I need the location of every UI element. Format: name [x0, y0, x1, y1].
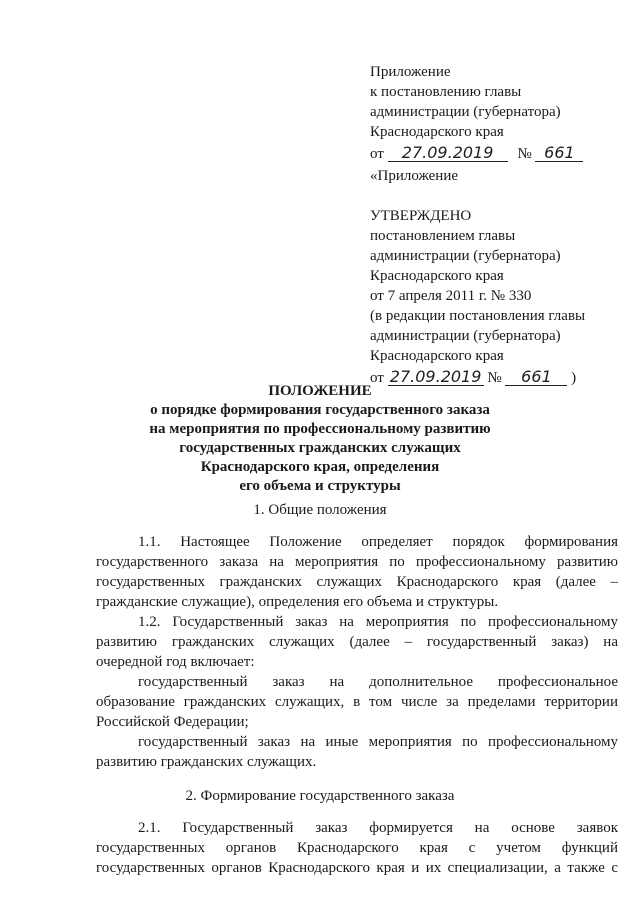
section-heading: 2. Формирование государственного заказа — [185, 788, 455, 804]
paragraph-1-1 — [96, 532, 618, 612]
approval-line: Краснодарского края — [370, 348, 504, 364]
number-prefix: № — [517, 146, 532, 162]
paragraph-1-2-item-b — [96, 732, 618, 772]
approval-line: администрации (губернатора) — [370, 328, 561, 344]
handwritten-date: 27.09.2019 — [388, 368, 484, 386]
appendix-header — [370, 62, 630, 164]
paragraph-line: государственных органов Краснодарского края с учетом функций — [96, 840, 618, 856]
closing-paren: ) — [571, 370, 577, 386]
handwritten-date: 27.09.2019 — [388, 144, 508, 162]
title-line: Краснодарского края, определения — [200, 459, 440, 475]
title-line: на мероприятия по профессиональному развитию — [149, 421, 491, 437]
approval-block — [370, 166, 630, 388]
paragraph-line: 2.1. Государственный заказ формируется на основе заявок — [138, 820, 618, 836]
appendix-quote: «Приложение — [370, 168, 459, 184]
decree-date-line — [370, 144, 630, 164]
title-line: его объема и структуры — [239, 478, 401, 494]
section-heading: 1. Общие положения — [253, 502, 387, 518]
approval-line: Краснодарского края — [370, 268, 504, 284]
paragraph-1-2-item-a — [96, 672, 618, 732]
document-title — [90, 382, 550, 496]
appendix-line: Краснодарского края — [370, 124, 504, 140]
paragraph-2-1 — [96, 818, 618, 878]
title-line: государственных гражданских служащих — [179, 440, 461, 456]
approved-label: УТВЕРЖДЕНО — [370, 208, 472, 224]
paragraph-line: государственный заказ на иные мероприятия по профессиональному — [138, 734, 618, 750]
title-line: ПОЛОЖЕНИЕ — [268, 383, 372, 399]
approval-line: от 7 апреля 2011 г. № 330 — [370, 288, 532, 304]
appendix-line: Приложение — [370, 64, 451, 80]
appendix-line: администрации (губернатора) — [370, 104, 561, 120]
paragraph-line: 1.2. Государственный заказ на мероприятия по профессиональному — [138, 614, 618, 630]
paragraph-line: государственный заказ на дополнительное профессиональное — [138, 674, 618, 690]
approval-line: (в редакции постановления главы — [370, 308, 586, 324]
paragraph-line: 1.1. Настоящее Положение определяет порядок формирования — [138, 534, 618, 550]
paragraph-line: государственного заказа на мероприятия по профессиональному развитию — [96, 554, 618, 570]
handwritten-number: 661 — [535, 144, 583, 162]
from-prefix: от — [370, 146, 384, 162]
title-line: о порядке формирования государственного заказа — [150, 402, 490, 418]
appendix-line: к постановлению главы — [370, 84, 522, 100]
approval-line: администрации (губернатора) — [370, 248, 561, 264]
paragraph-line: Российской Федерации; — [96, 714, 249, 730]
paragraph-line: развитию гражданских служащих (далее – государственный заказ) на — [96, 634, 618, 650]
approval-line: постановлением главы — [370, 228, 516, 244]
handwritten-number: 661 — [505, 368, 567, 386]
paragraph-line: гражданские служащие), определения его объема и структуры. — [96, 594, 499, 610]
paragraph-1-2 — [96, 612, 618, 672]
from-prefix: от — [370, 370, 384, 386]
paragraph-line: развитию гражданских служащих. — [96, 754, 317, 770]
paragraph-line: государственных гражданских служащих Краснодарского края (далее – — [96, 574, 618, 590]
paragraph-line: образование гражданских служащих, в том числе за пределами территории — [96, 694, 618, 710]
paragraph-line: очередной год включает: — [96, 654, 255, 670]
paragraph-line: государственных органов Краснодарского края и их специализации, а также с — [96, 860, 618, 876]
number-prefix: № — [487, 370, 502, 386]
